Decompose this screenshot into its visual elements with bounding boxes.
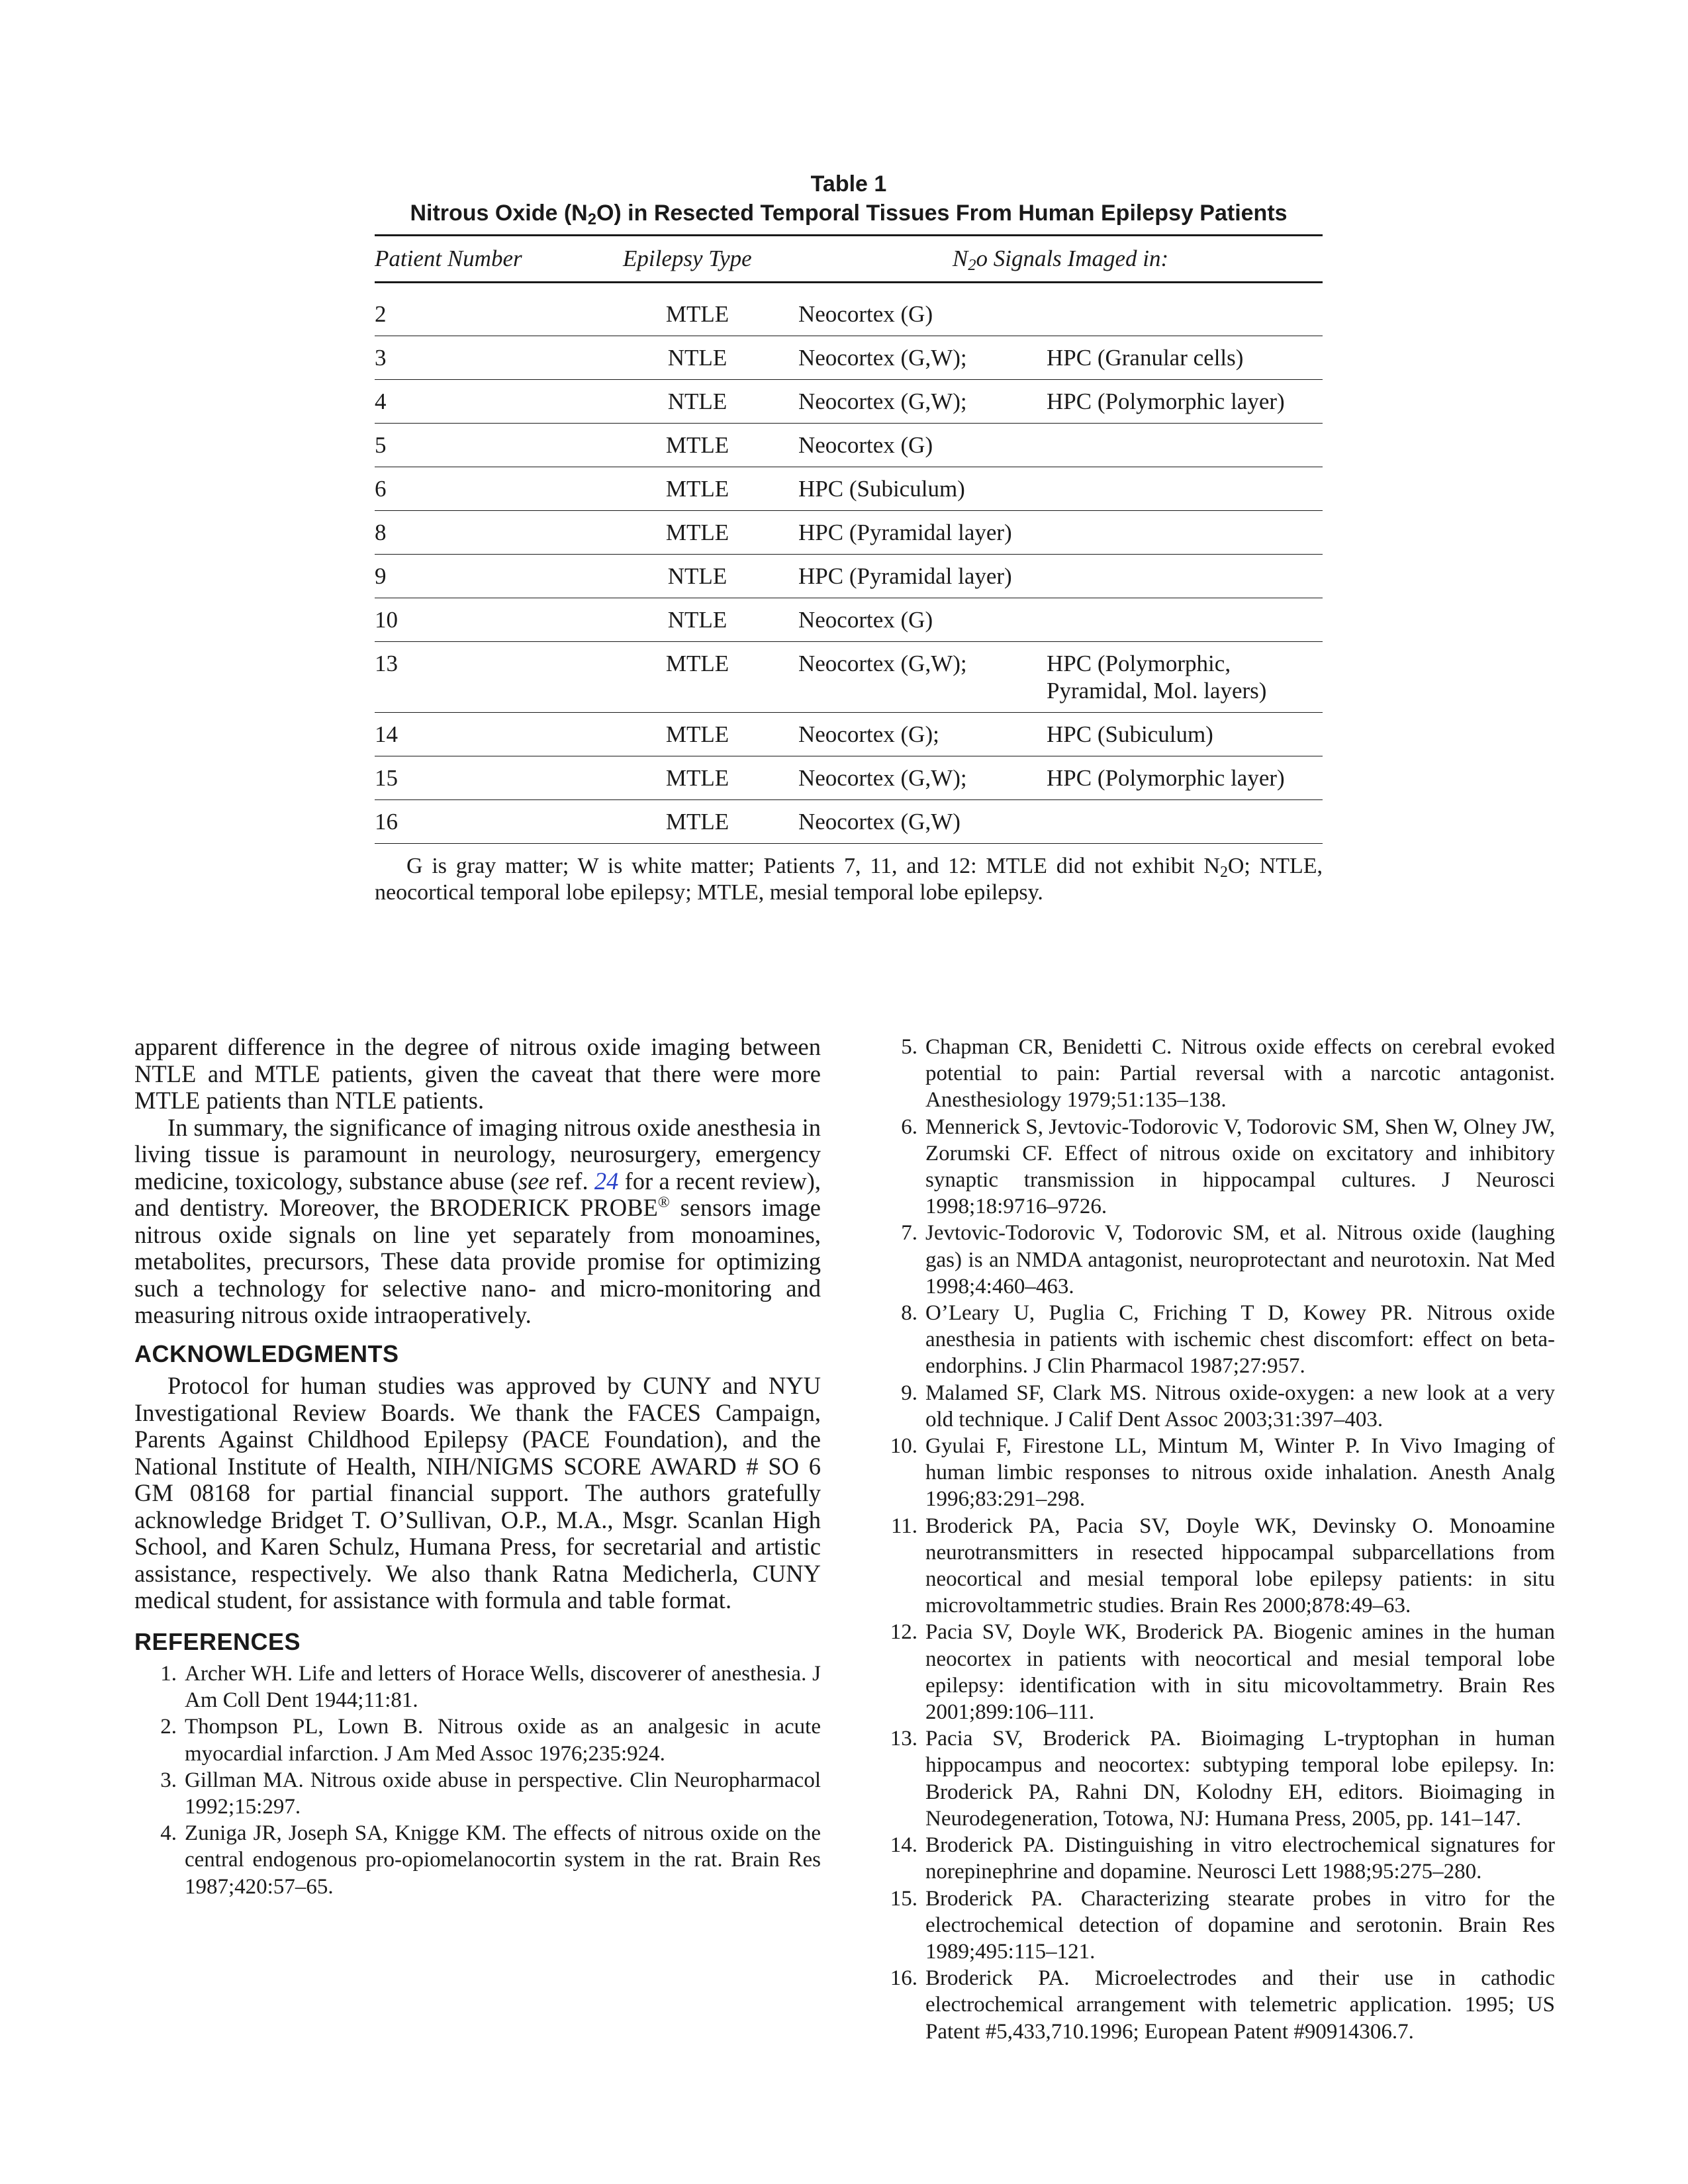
signal-cell-secondary <box>1047 800 1323 844</box>
reference-number: 2. <box>160 1715 177 1739</box>
table-title: Nitrous Oxide $(N_2O)$ in Resected Temporal Tissues From Human Epilepsy Patients <box>410 201 1288 228</box>
reference-number: 1. <box>160 1662 177 1686</box>
patient-number-cell: 13 <box>375 642 596 713</box>
references-heading: REFERENCES <box>134 1627 301 1655</box>
patient-number-cell: 14 <box>375 713 596 756</box>
reference-item <box>875 1619 1555 1725</box>
table-footnote: G is gray matter; W is white matter; Patients 7, 11, and 12: MTLE did not exhibit $N_2O$; NTLE, neocortical temporal lobe epilepsy; MTLE, mesial temporal lobe epilepsy. <box>375 854 1323 905</box>
body-paragraph-1: apparent difference in the degree of nitrous oxide imaging between NTLE and MTLE patients, given the caveat that there were more MTLE patients than NTLE patients. <box>134 1033 821 1114</box>
patient-number-cell: 16 <box>375 800 596 844</box>
signal-cell-primary: Neocortex (G); <box>798 713 1047 756</box>
reference-item <box>134 1767 821 1820</box>
epilepsy-type-cell: MTLE <box>596 713 798 756</box>
reference-item <box>875 1886 1555 1966</box>
reference-number: 7. <box>901 1221 917 1246</box>
signal-cell-secondary: HPC (Polymorphic layer) <box>1047 756 1323 800</box>
reference-text: Pacia SV, Doyle WK, Broderick PA. Biogenic amines in the human neocortex in patients with neocortical and mesial temporal lobe epilepsy: identification with in situ micovoltammetry. Brain Res 2001;899:106–111. <box>925 1620 1555 1725</box>
signal-cell-secondary: HPC (Subiculum) <box>1047 713 1323 756</box>
reference-text: Malamed SF, Clark MS. Nitrous oxide-oxygen: a new look at a very old technique. J Calif Dent Assoc 2003;31:397–403. <box>925 1381 1555 1432</box>
patient-number-cell: 9 <box>375 555 596 598</box>
table-header-row <box>375 236 1323 283</box>
table-row <box>375 598 1323 642</box>
patient-number-cell: 2 <box>375 283 596 336</box>
table-row <box>375 511 1323 555</box>
epilepsy-type-cell: NTLE <box>596 336 798 380</box>
patient-number-cell: 6 <box>375 467 596 511</box>
reference-text: Broderick PA. Characterizing stearate probes in vitro for the electrochemical detection of dopamine and serotonin. Brain Res 1989;495:115–121. <box>925 1886 1555 1964</box>
epilepsy-type-cell: MTLE <box>596 283 798 336</box>
reference-item <box>134 1820 821 1900</box>
reference-text: O’Leary U, Puglia C, Friching T D, Kowey PR. Nitrous oxide anesthesia in patients with ischemic chest discomfort: effect on beta-endorphins. J Clin Pharmacol 1987;27:957. <box>925 1301 1555 1379</box>
reference-item <box>875 1380 1555 1433</box>
epilepsy-type-cell: NTLE <box>596 380 798 424</box>
reference-text: Broderick PA. Distinguishing in vitro electrochemical signatures for norepinephrine and dopamine. Neurosci Lett 1988;95:275–280. <box>925 1833 1555 1884</box>
epilepsy-type-cell: MTLE <box>596 756 798 800</box>
reference-number: 10. <box>890 1434 917 1459</box>
signal-cell-secondary <box>1047 424 1323 467</box>
reference-item <box>875 1725 1555 1832</box>
epilepsy-type-cell: MTLE <box>596 511 798 555</box>
reference-number: 3. <box>160 1768 177 1792</box>
reference-text: Chapman CR, Benidetti C. Nitrous oxide effects on cerebral evoked potential to pain: Partial reversal with a narcotic antagonist. Anesthesiology 1979;51:135–138. <box>925 1035 1555 1113</box>
epilepsy-type-cell: NTLE <box>596 555 798 598</box>
reference-number: 15. <box>890 1886 917 1911</box>
table-row <box>375 283 1323 336</box>
reference-item <box>875 1513 1555 1619</box>
reference-link-24[interactable]: 24 <box>594 1167 619 1195</box>
epilepsy-type-cell: NTLE <box>596 598 798 642</box>
signal-cell-primary: Neocortex (G) <box>798 598 1047 642</box>
reference-number: 16. <box>890 1966 917 1991</box>
signal-cell-secondary <box>1047 511 1323 555</box>
reference-list-right <box>875 1034 1555 2045</box>
reference-number: 11. <box>890 1514 917 1538</box>
table-row <box>375 800 1323 844</box>
table-row <box>375 380 1323 424</box>
signal-cell-secondary <box>1047 598 1323 642</box>
epilepsy-type-cell: MTLE <box>596 800 798 844</box>
signal-cell-primary: Neocortex (G,W); <box>798 380 1047 424</box>
reference-text: Gillman MA. Nitrous oxide abuse in perspective. Clin Neuropharmacol 1992;15:297. <box>185 1768 821 1819</box>
table-rows <box>375 283 1323 844</box>
patient-number-cell: 15 <box>375 756 596 800</box>
acknowledgments-text: Protocol for human studies was approved by CUNY and NYU Investigational Review Boards. We thank the FACES Campaign, Parents Against Childhood Epilepsy (PACE Foundation), and the National Institute of Health, NIH/NIGMS SCORE AWARD # SO 6 GM 08168 for partial financial support. The authors gratefully acknowledge Bridget T. O’Sullivan, O.P., M.A., Msgr. Scanlan High School, and Karen Schulz, Humana Press, for secretarial and artistic assistance, respectively. We also thank Ratna Medicherla, CUNY medical student, for assistance with formula and table format. <box>134 1372 821 1614</box>
reference-item <box>875 1965 1555 2045</box>
reference-item <box>875 1832 1555 1885</box>
right-column <box>875 1034 1555 2045</box>
signal-cell-primary: HPC (Subiculum) <box>798 467 1047 511</box>
signal-cell-primary: Neocortex (G) <box>798 283 1047 336</box>
patient-number-cell: 4 <box>375 380 596 424</box>
reference-number: 12. <box>890 1620 917 1645</box>
reference-text: Broderick PA. Microelectrodes and their use in cathodic electrochemical arrangement with telemetric application. 1995; US Patent #5,433,710.1996; European Patent #90914306.7. <box>925 1966 1555 2044</box>
reference-number: 5. <box>901 1035 917 1059</box>
table-label: Table 1 <box>810 171 887 197</box>
reference-number: 8. <box>901 1301 917 1326</box>
reference-item <box>875 1034 1555 1114</box>
signal-cell-primary: Neocortex (G) <box>798 424 1047 467</box>
signal-cell-secondary: HPC (Granular cells) <box>1047 336 1323 380</box>
reference-item <box>875 1300 1555 1380</box>
reference-text: Jevtovic-Todorovic V, Todorovic SM, et al. Nitrous oxide (laughing gas) is an NMDA antagonist, neuroprotectant and neurotoxin. Nat Med 1998;4:460–463. <box>925 1221 1555 1298</box>
reference-number: 6. <box>901 1115 917 1139</box>
reference-list-left <box>134 1661 821 1900</box>
table-1 <box>375 169 1323 906</box>
signal-cell-secondary: HPC (Polymorphic, Pyramidal, Mol. layers) <box>1047 642 1323 713</box>
signal-cell-primary: Neocortex (G,W); <box>798 642 1047 713</box>
table-row <box>375 467 1323 511</box>
signal-cell-secondary <box>1047 467 1323 511</box>
header-signals: $N_2o$ Signals Imaged in: <box>798 236 1323 283</box>
reference-text: Gyulai F, Firestone LL, Mintum M, Winter P. In Vivo Imaging of human limbic responses to nitrous oxide inhalation. Anesth Analg 1996;83:291–298. <box>925 1434 1555 1512</box>
left-column <box>134 1034 821 1900</box>
patient-number-cell: 8 <box>375 511 596 555</box>
reference-item <box>875 1114 1555 1220</box>
signal-cell-secondary <box>1047 555 1323 598</box>
table-row <box>375 713 1323 756</box>
table-row <box>375 555 1323 598</box>
table-row <box>375 424 1323 467</box>
signal-cell-primary: HPC (Pyramidal layer) <box>798 511 1047 555</box>
patient-number-cell: 5 <box>375 424 596 467</box>
table-row <box>375 336 1323 380</box>
patient-number-cell: 10 <box>375 598 596 642</box>
reference-item <box>875 1220 1555 1300</box>
reference-number: 4. <box>160 1821 177 1846</box>
reference-item <box>134 1661 821 1713</box>
epilepsy-type-cell: MTLE <box>596 467 798 511</box>
signal-cell-secondary <box>1047 283 1323 336</box>
patient-number-cell: 3 <box>375 336 596 380</box>
epilepsy-type-cell: MTLE <box>596 424 798 467</box>
reference-number: 9. <box>901 1381 917 1405</box>
table-row <box>375 756 1323 800</box>
reference-text: Zuniga JR, Joseph SA, Knigge KM. The effects of nitrous oxide on the central endogenous pro-opiomelanocortin system in the rat. Brain Res 1987;420:57–65. <box>185 1821 821 1899</box>
signal-cell-primary: Neocortex (G,W); <box>798 336 1047 380</box>
header-epilepsy-type: Epilepsy Type <box>596 236 798 283</box>
reference-text: Broderick PA, Pacia SV, Doyle WK, Devinsky O. Monoamine neurotransmitters in resected hippocampal subparcellations from neocortical and mesial temporal lobe epilepsy patients: in situ microvoltammetric studies. Brain Res 2000;878:49–63. <box>925 1514 1555 1618</box>
reference-text: Archer WH. Life and letters of Horace Wells, discoverer of anesthesia. J Am Coll Dent 1944;11:81. <box>185 1662 821 1713</box>
table-row <box>375 642 1323 713</box>
signal-cell-secondary: HPC (Polymorphic layer) <box>1047 380 1323 424</box>
epilepsy-type-cell: MTLE <box>596 642 798 713</box>
header-patient-number: Patient Number <box>375 236 596 283</box>
signal-cell-primary: HPC (Pyramidal layer) <box>798 555 1047 598</box>
signal-cell-primary: Neocortex (G,W) <box>798 800 1047 844</box>
reference-item <box>875 1433 1555 1513</box>
table-body <box>375 236 1323 844</box>
reference-number: 13. <box>890 1727 917 1751</box>
body-paragraph-2: In summary, the significance of imaging nitrous oxide anesthesia in living tissue is paramount in neurology, neurosurgery, emergency medicine, toxicology, substance abuse (see ref. 24 for a recent review), and dentistry. Moreover, the BRODERICK PROBE® sensors image nitrous oxide signals on line yet separately from monoamines, metabolites, precursors, These data provide promise for optimizing such a technology for selective nano- and micro-monitoring and measuring nitrous oxide intraoperatively. <box>134 1113 821 1328</box>
signal-cell-primary: Neocortex (G,W); <box>798 756 1047 800</box>
reference-item <box>134 1713 821 1766</box>
reference-text: Thompson PL, Lown B. Nitrous oxide as an analgesic in acute myocardial infarction. J Am Med Assoc 1976;235:924. <box>185 1715 821 1766</box>
reference-text: Mennerick S, Jevtovic-Todorovic V, Todorovic SM, Shen W, Olney JW, Zorumski CF. Effect of nitrous oxide on excitatory and inhibitory synaptic transmission in hippocampal cultures. J Neurosci 1998;18:9716–9726. <box>925 1115 1555 1219</box>
reference-text: Pacia SV, Broderick PA. Bioimaging L-tryptophan in human hippocampus and neocortex: subtyping temporal lobe epilepsy. In: Broderick PA, Rahni DN, Kolodny EH, editors. Bioimaging in Neurodegeneration, Totowa, NJ: Humana Press, 2005, pp. 141–147. <box>925 1727 1555 1831</box>
acknowledgments-heading: ACKNOWLEDGMENTS <box>134 1340 399 1367</box>
reference-number: 14. <box>890 1833 917 1858</box>
